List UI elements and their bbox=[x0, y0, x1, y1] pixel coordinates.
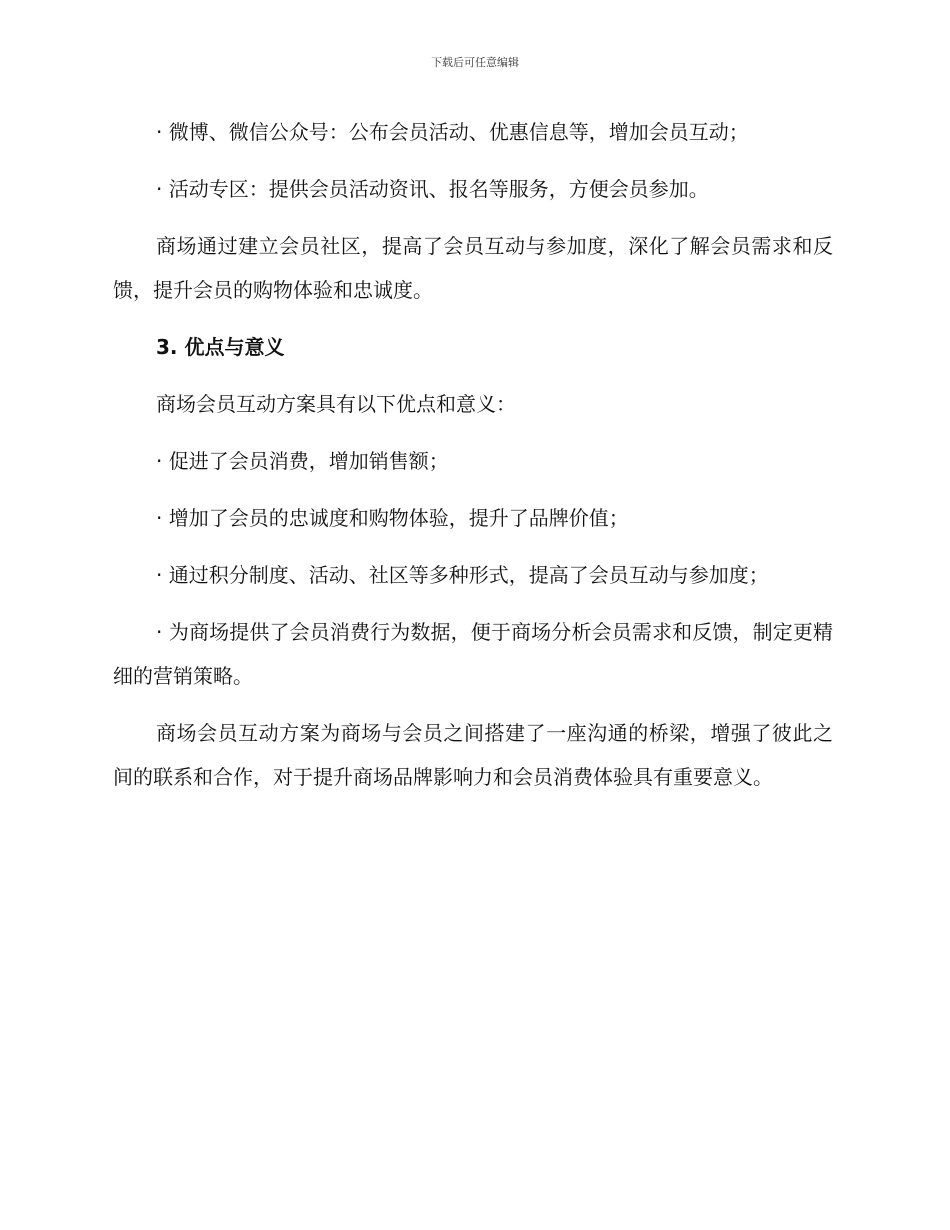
bullet-loyalty-brand: · 增加了会员的忠诚度和购物体验，提升了品牌价值； bbox=[156, 506, 629, 530]
document-body bbox=[113, 110, 833, 812]
conclusion-paragraph: 商场会员互动方案为商场与会员之间搭建了一座沟通的桥梁，增强了彼此之间的联系和合作，对于提升商场品牌影响力和会员消费体验具有重要意义。 bbox=[113, 721, 833, 789]
bullet-promote-consumption: · 促进了会员消费，增加销售额； bbox=[156, 449, 449, 473]
bullet-consumption-data: · 为商场提供了会员消费行为数据，便于商场分析会员需求和反馈，制定更精细的营销策略。 bbox=[113, 620, 833, 688]
advantages-intro-paragraph: 商场会员互动方案具有以下优点和意义： bbox=[156, 392, 516, 416]
page-header: 下载后可任意编辑 bbox=[431, 56, 519, 69]
section-heading-advantages: 3. 优点与意义 bbox=[156, 335, 285, 359]
bullet-points-activities: · 通过积分制度、活动、社区等多种形式，提高了会员互动与参加度； bbox=[156, 563, 769, 587]
community-summary-paragraph: 商场通过建立会员社区，提高了会员互动与参加度，深化了解会员需求和反馈，提升会员的购物体验和忠诚度。 bbox=[113, 234, 833, 302]
bullet-weibo-wechat: · 微博、微信公众号：公布会员活动、优惠信息等，增加会员互动； bbox=[156, 120, 749, 144]
bullet-activity-zone: · 活动专区：提供会员活动资讯、报名等服务，方便会员参加。 bbox=[156, 177, 709, 201]
